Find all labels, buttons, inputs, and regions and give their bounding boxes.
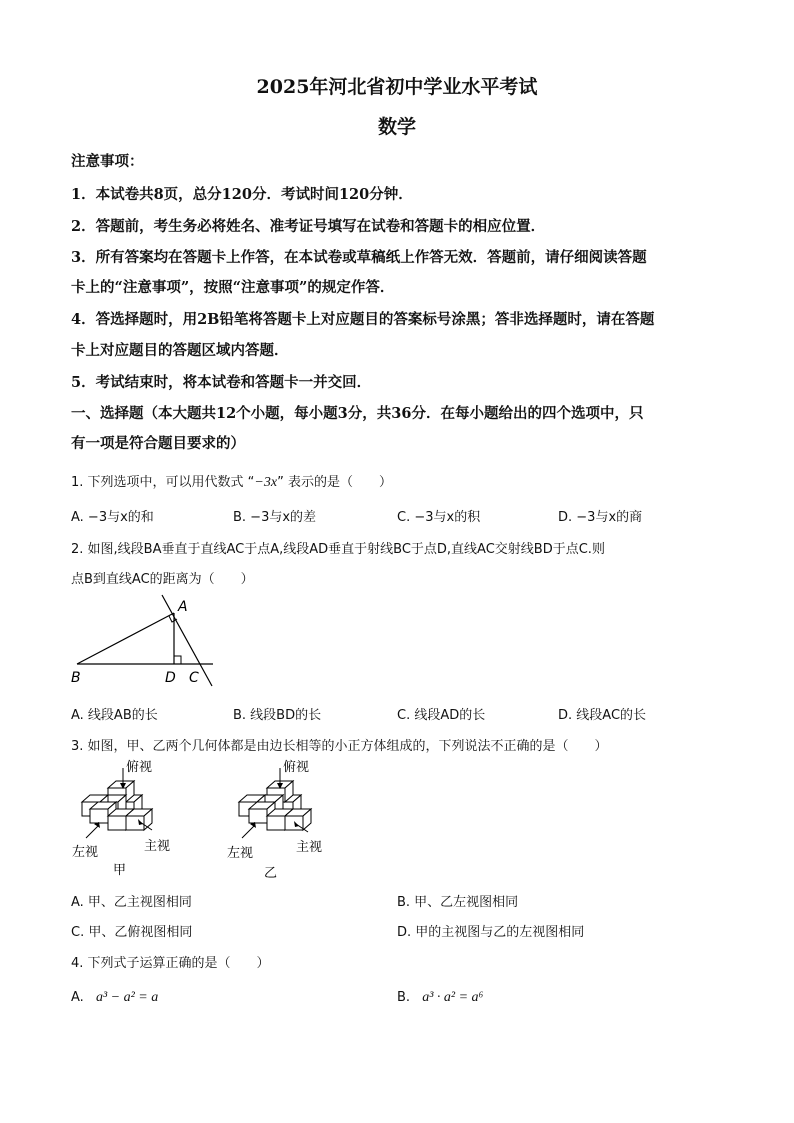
q1-stem [71, 471, 392, 491]
q2-option-b: B. 线段BD的长 [233, 708, 322, 723]
note-3-line1: 3．所有答案均在答题卡上作答，在本试卷或草稿纸上作答无效．答题前，请仔细阅读答题 [71, 249, 647, 266]
section1-line2: 有一项是符合题目要求的） [71, 435, 245, 452]
q1-expression: −3x [254, 475, 278, 490]
q4-option-a [71, 990, 158, 1006]
note-4-line2: 卡上对应题目的答题区域内答题． [71, 342, 289, 359]
q4-option-a-expr: a³ − a² = a [95, 990, 159, 1005]
yi-left-view-label: 左视 [227, 846, 254, 861]
q2-figure [70, 592, 220, 688]
solid-yi [239, 781, 311, 830]
q3-figure [68, 756, 338, 882]
jia-main-view-label: 主视 [144, 839, 171, 854]
label-d: D [165, 670, 176, 686]
q3-stem: 3. 如图，甲、乙两个几何体都是由边长相等的小正方体组成的，下列说法不正确的是（ ） [71, 739, 608, 754]
q1-option-b: B. −3与x的差 [233, 510, 317, 525]
yi-main-view-label: 主视 [296, 840, 323, 855]
right-angle-d [174, 656, 181, 664]
note-4-line1: 4．答选择题时，用2B铅笔将答题卡上对应题目的答案标号涂黑；答非选择题时，请在答题 [71, 311, 655, 328]
q1-stem-pre: 1. 下列选项中，可以用代数式 “ [71, 475, 255, 490]
yi-top-view-label: 俯视 [283, 760, 310, 775]
label-a: A [178, 599, 188, 615]
q1-option-c: C. −3与x的积 [397, 510, 481, 525]
q1-stem-post: ” 表示的是（ ） [277, 475, 392, 490]
label-b: B [71, 670, 81, 686]
note-1: 1．本试卷共8页，总分120分．考试时间120分钟． [71, 186, 413, 203]
q4-option-b-label: B. [397, 990, 411, 1005]
q4-option-a-label: A. [71, 990, 84, 1005]
q3-option-a: A. 甲、乙主视图相同 [71, 895, 192, 910]
note-3-line2: 卡上的“注意事项”，按照“注意事项”的规定作答． [71, 279, 395, 296]
yi-left-arrow [242, 826, 254, 838]
q1-option-d: D. −3与x的商 [558, 510, 643, 525]
section1-line1: 一、选择题（本大题共12个小题，每小题3分，共36分．在每小题给出的四个选项中，只 [71, 405, 644, 422]
q3-option-c: C. 甲、乙俯视图相同 [71, 925, 193, 940]
jia-top-view-label: 俯视 [126, 760, 153, 775]
q3-option-b: B. 甲、乙左视图相同 [397, 895, 519, 910]
q3-option-d: D. 甲的主视图与乙的左视图相同 [397, 925, 585, 940]
q1-option-a: A. −3与x的和 [71, 510, 154, 525]
notes-heading: 注意事项： [71, 153, 144, 170]
q2-option-d: D. 线段AC的长 [558, 708, 647, 723]
subject-title: 数学 [377, 116, 416, 138]
segment-ba [77, 613, 174, 664]
jia-left-arrow [86, 826, 98, 838]
q4-option-b [397, 990, 483, 1006]
q2-stem-line1: 2. 如图,线段BA垂直于直线AC于点A,线段AD垂直于射线BC于点D,直线AC交射线BD于点C.则 [71, 542, 605, 557]
q2-option-a: A. 线段AB的长 [71, 708, 158, 723]
jia-label: 甲 [113, 863, 127, 878]
q2-option-c: C. 线段AD的长 [397, 708, 486, 723]
note-2: 2．答题前，考生务必将姓名、准考证号填写在试卷和答题卡的相应位置． [71, 218, 546, 235]
q4-stem: 4. 下列式子运算正确的是（ ） [71, 956, 270, 971]
note-5: 5．考试结束时，将本试卷和答题卡一并交回． [71, 374, 372, 391]
q2-stem-line2: 点B到直线AC的距离为（ ） [71, 572, 254, 587]
q4-option-b-expr: a³ · a² = a⁶ [422, 990, 484, 1005]
label-c: C [189, 670, 199, 686]
jia-left-view-label: 左视 [72, 845, 99, 860]
yi-label: 乙 [264, 866, 278, 881]
exam-title: 2025年河北省初中学业水平考试 [256, 76, 538, 98]
